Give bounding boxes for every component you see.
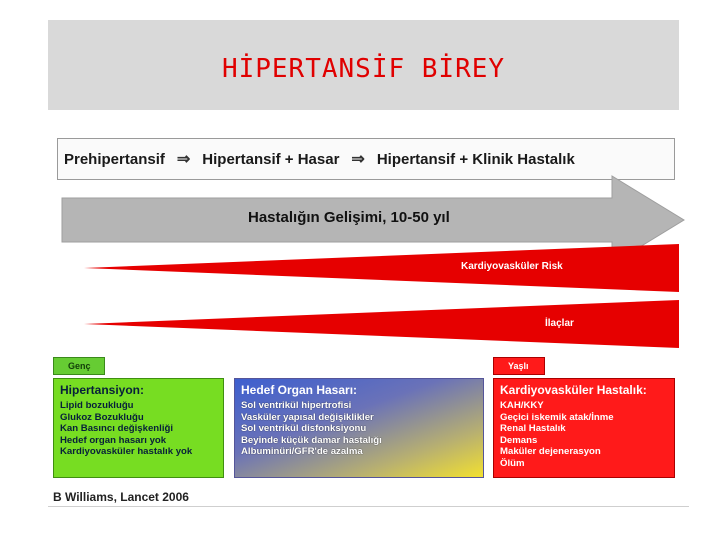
list-item: Glukoz Bozukluğu <box>60 411 144 423</box>
list-item: Hedef organ hasarı yok <box>60 434 167 446</box>
drugs-wedge <box>84 300 679 348</box>
divider <box>48 506 689 507</box>
target-organ-heading: Hedef Organ Hasarı: <box>241 383 358 397</box>
hypertension-heading: Hipertansiyon: <box>60 383 145 397</box>
development-label: Hastalığın Gelişimi, 10-50 yıl <box>248 209 450 226</box>
list-item: Sol ventrikül hipertrofisi <box>241 400 352 411</box>
young-tag: Genç <box>53 357 105 375</box>
stage-prehypertensive: Prehipertansif <box>64 150 165 168</box>
list-item: Kardiyovasküler hastalık yok <box>60 446 193 457</box>
stage-hypertensive-damage: Hipertansif + Hasar <box>202 150 340 168</box>
list-item: Maküler dejenerasyon <box>500 446 601 457</box>
stage-arrow-icon: ⇒ <box>351 151 365 168</box>
list-item: Renal Hastalık <box>500 423 566 434</box>
stage-hypertensive-clinical: Hipertansif + Klinik Hastalık <box>376 150 575 168</box>
list-item: Sol ventrikül disfonksiyonu <box>241 423 367 434</box>
list-item: Geçici iskemik atak/İnme <box>500 411 614 423</box>
list-item: Lipid bozukluğu <box>60 400 134 411</box>
cv-risk-label: Kardiyovasküler Risk <box>461 261 563 272</box>
target-organ-box <box>234 378 484 478</box>
list-item: Kan Basıncı değişkenliği <box>60 423 174 434</box>
stage-arrow-icon: ⇒ <box>176 151 191 168</box>
source-citation: B Williams, Lancet 2006 <box>53 490 189 504</box>
old-tag: Yaşlı <box>493 357 545 375</box>
list-item: KAH/KKY <box>500 400 544 411</box>
hypertension-box <box>53 378 224 478</box>
page-title: HİPERTANSİF BİREY <box>221 54 506 84</box>
list-item: Vasküler yapısal değişiklikler <box>241 411 374 423</box>
cv-risk-wedge <box>84 244 679 292</box>
list-item: Albuminüri/GFR'de azalma <box>241 446 363 457</box>
drugs-label: İlaçlar <box>545 318 574 329</box>
cv-disease-box <box>493 378 675 478</box>
list-item: Demans <box>500 434 538 446</box>
cv-disease-heading: Kardiyovasküler Hastalık: <box>500 383 647 397</box>
list-item: Ölüm <box>500 457 525 469</box>
list-item: Beyinde küçük damar hastalığı <box>241 434 382 446</box>
